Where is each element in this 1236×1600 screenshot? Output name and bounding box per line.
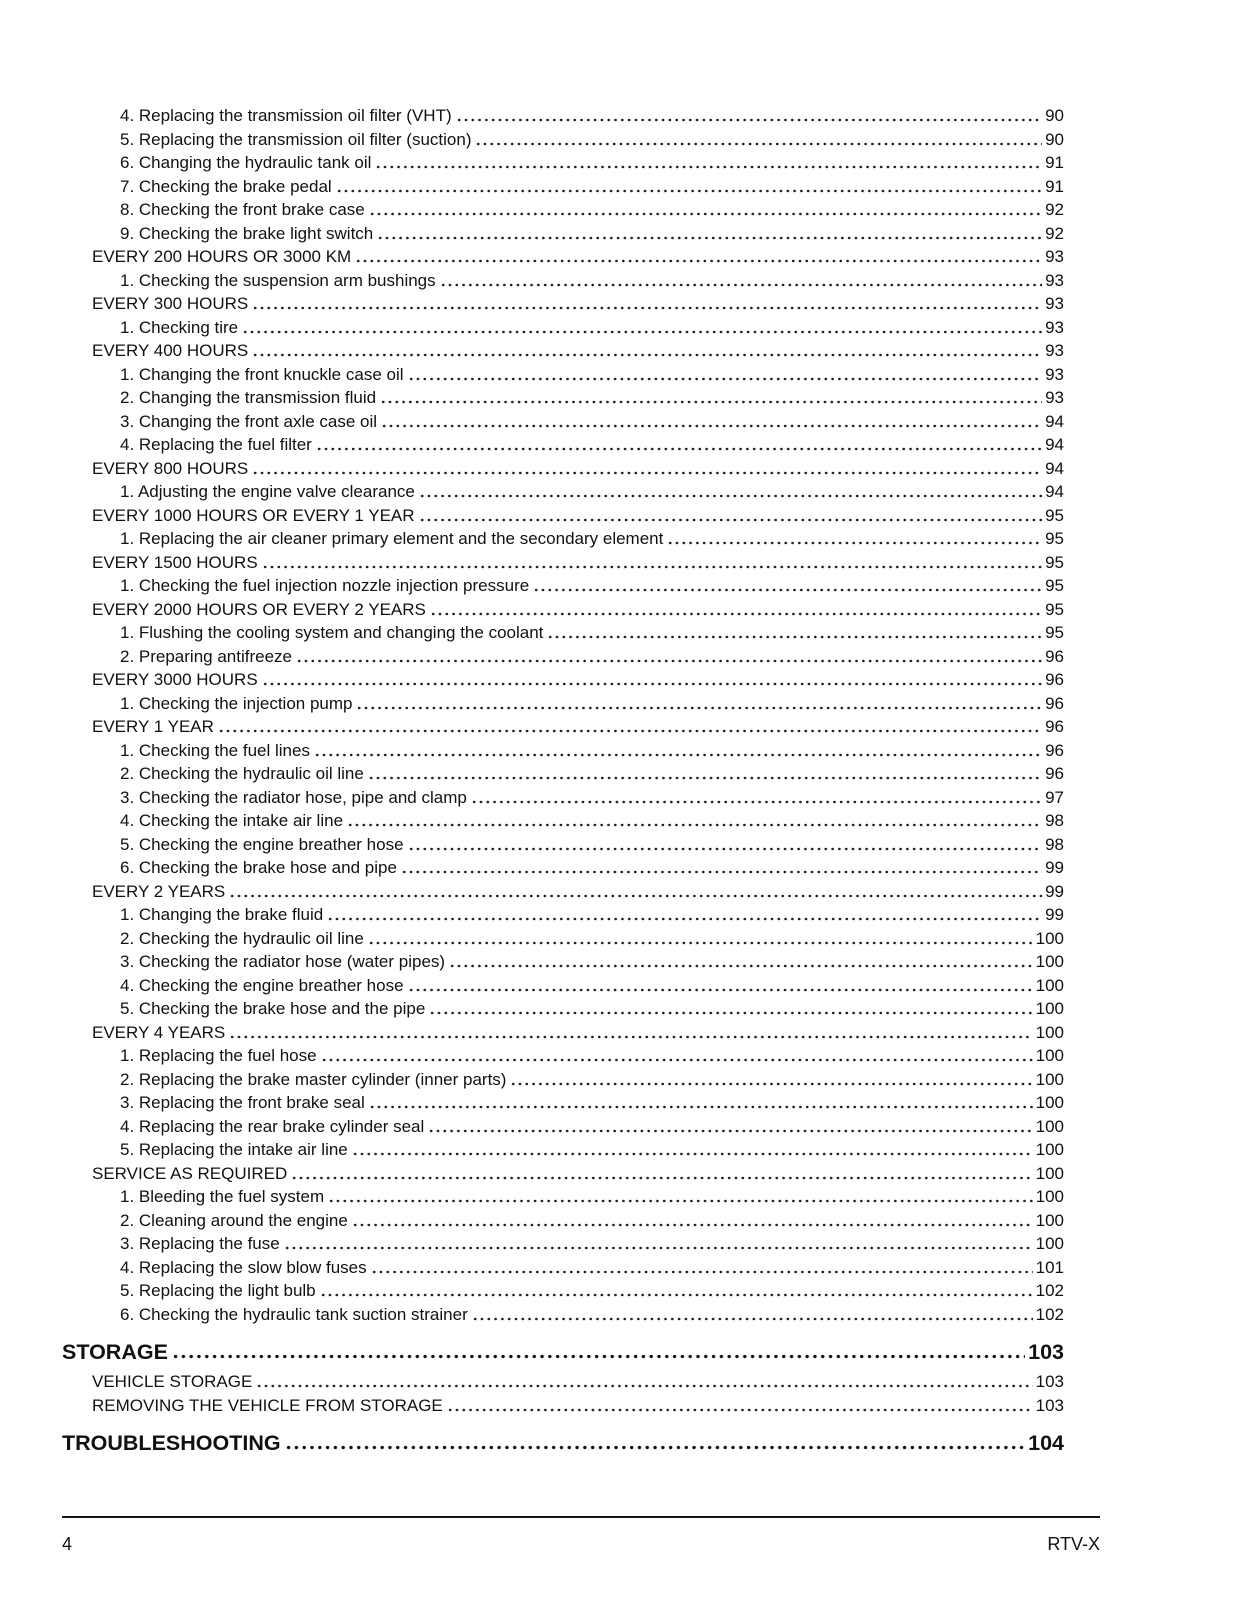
dot-leader	[353, 1138, 1033, 1162]
toc-entry	[62, 927, 1064, 951]
dot-leader	[548, 621, 1042, 645]
footer-page-number: 4	[62, 1534, 73, 1554]
toc-entry	[62, 856, 1064, 880]
dot-leader	[219, 715, 1042, 739]
toc-entry-label: 7. Checking the brake pedal	[120, 176, 332, 196]
toc-entry-page: 93	[1045, 270, 1064, 290]
toc-entry	[62, 739, 1064, 763]
toc-entry-label: 1. Changing the brake fluid	[120, 905, 324, 924]
dot-leader	[431, 598, 1042, 622]
dot-leader	[230, 880, 1042, 904]
toc-entry-page: 92	[1045, 200, 1064, 219]
toc-entry-label: 1. Replacing the air cleaner primary element and the secondary element	[120, 529, 664, 548]
toc-entry-page: 103	[1028, 1340, 1064, 1364]
toc-entry	[62, 809, 1064, 833]
toc-entry-page: 95	[1045, 529, 1064, 548]
dot-leader	[450, 950, 1033, 974]
toc-entry	[62, 339, 1064, 363]
toc-entry-label: EVERY 1 YEAR	[92, 717, 214, 736]
toc-entry	[62, 551, 1064, 575]
toc-entry-page: 100	[1035, 1187, 1064, 1206]
toc-entry-label: 3. Replacing the fuse	[120, 1234, 280, 1253]
dot-leader	[322, 1044, 1033, 1068]
toc-entry-label: EVERY 1500 HOURS	[92, 552, 258, 572]
toc-entry-label: 5. Checking the engine breather hose	[120, 834, 404, 854]
toc-entry-label: 4. Replacing the slow blow fuses	[120, 1257, 367, 1277]
toc-entry-label: 4. Replacing the fuel filter	[120, 435, 312, 454]
dot-leader	[253, 339, 1042, 363]
toc-entry-label: VEHICLE STORAGE	[92, 1372, 253, 1391]
dot-leader	[409, 833, 1043, 857]
toc-entry-page: 97	[1045, 787, 1064, 807]
toc-entry-label: 3. Changing the front axle case oil	[120, 411, 378, 431]
toc-entry-page: 103	[1035, 1372, 1064, 1391]
dot-leader	[285, 1232, 1033, 1256]
toc-entry-page: 99	[1045, 881, 1064, 901]
dot-leader	[257, 1370, 1032, 1394]
toc-entry-page: 93	[1045, 388, 1064, 407]
dot-leader	[382, 410, 1042, 434]
dot-leader	[378, 222, 1042, 246]
toc-entry	[62, 1068, 1064, 1092]
toc-entry	[62, 1115, 1064, 1139]
dot-leader	[457, 104, 1042, 128]
dot-leader	[369, 762, 1042, 786]
dot-leader	[429, 1115, 1032, 1139]
dot-leader	[511, 1068, 1032, 1092]
dot-leader	[370, 1091, 1033, 1115]
dot-leader	[376, 151, 1042, 175]
toc-entry-label: TROUBLESHOOTING	[62, 1431, 281, 1455]
toc-entry	[62, 292, 1064, 316]
toc-entry	[62, 645, 1064, 669]
dot-leader	[448, 1394, 1033, 1418]
toc-entry	[62, 950, 1064, 974]
dot-leader	[292, 1162, 1032, 1186]
toc-entry	[62, 457, 1064, 481]
toc-entry-page: 100	[1035, 1163, 1064, 1183]
toc-list	[62, 104, 1100, 1458]
toc-entry	[62, 903, 1064, 927]
dot-leader	[476, 128, 1042, 152]
toc-entry-page: 93	[1045, 364, 1064, 384]
toc-entry-label: 3. Replacing the front brake seal	[120, 1093, 365, 1112]
toc-entry-page: 93	[1045, 341, 1064, 360]
toc-entry-label: 1. Adjusting the engine valve clearance	[120, 482, 415, 501]
toc-entry-page: 100	[1035, 975, 1064, 995]
page-footer	[62, 1516, 1100, 1555]
dot-leader	[315, 739, 1042, 763]
toc-entry-label: 2. Checking the hydraulic oil line	[120, 764, 364, 783]
dot-leader	[381, 386, 1042, 410]
dot-leader	[321, 1279, 1033, 1303]
dot-leader	[253, 292, 1042, 316]
dot-leader	[173, 1337, 1025, 1367]
toc-entry-page: 91	[1045, 176, 1064, 196]
toc-entry-label: 4. Checking the engine breather hose	[120, 975, 404, 995]
toc-entry-page: 93	[1045, 247, 1064, 266]
toc-entry	[62, 880, 1064, 904]
toc-entry-label: REMOVING THE VEHICLE FROM STORAGE	[92, 1395, 443, 1415]
toc-entry-label: 5. Replacing the light bulb	[120, 1281, 316, 1300]
toc-entry-page: 90	[1045, 129, 1064, 149]
toc-entry-page: 94	[1045, 411, 1064, 431]
toc-entry	[62, 715, 1064, 739]
toc-entry	[62, 974, 1064, 998]
toc-entry-page: 92	[1045, 223, 1064, 243]
toc-entry	[62, 1303, 1064, 1327]
toc-entry	[62, 1370, 1064, 1394]
toc-entry-page: 100	[1035, 1116, 1064, 1136]
toc-entry	[62, 198, 1064, 222]
toc-entry-page: 102	[1035, 1304, 1064, 1324]
toc-entry-page: 96	[1045, 740, 1064, 760]
toc-entry-page: 95	[1045, 623, 1064, 642]
toc-entry	[62, 410, 1064, 434]
dot-leader	[263, 668, 1042, 692]
dot-leader	[243, 316, 1042, 340]
toc-entry-label: 1. Checking tire	[120, 317, 239, 337]
toc-entry	[62, 1162, 1064, 1186]
toc-entry	[62, 574, 1064, 598]
dot-leader	[668, 527, 1042, 551]
toc-entry	[62, 1232, 1064, 1256]
toc-entry	[62, 762, 1064, 786]
toc-entry	[62, 692, 1064, 716]
toc-entry-label: 1. Checking the fuel lines	[120, 740, 310, 760]
dot-leader	[409, 974, 1033, 998]
toc-entry-label: STORAGE	[62, 1340, 168, 1364]
dot-leader	[297, 645, 1042, 669]
toc-entry-page: 96	[1045, 670, 1064, 689]
toc-entry-page: 100	[1035, 928, 1064, 948]
toc-entry-label: 1. Checking the injection pump	[120, 693, 353, 713]
toc-entry	[62, 1337, 1064, 1367]
toc-entry-label: 2. Changing the transmission fluid	[120, 388, 377, 407]
toc-entry	[62, 433, 1064, 457]
toc-entry-page: 104	[1028, 1431, 1064, 1455]
dot-leader	[253, 457, 1042, 481]
toc-entry-label: 5. Replacing the intake air line	[120, 1140, 348, 1159]
toc-entry-page: 96	[1045, 646, 1064, 666]
toc-entry-label: EVERY 2000 HOURS OR EVERY 2 YEARS	[92, 599, 426, 619]
toc-entry	[62, 151, 1064, 175]
dot-leader	[420, 480, 1042, 504]
footer-model-label: RTV-X	[1047, 1534, 1100, 1554]
toc-entry-page: 95	[1045, 505, 1064, 525]
toc-entry	[62, 527, 1064, 551]
dot-leader	[230, 1021, 1032, 1045]
toc-entry-label: 4. Replacing the transmission oil filter (VHT)	[120, 106, 452, 125]
toc-entry-label: 2. Preparing antifreeze	[120, 646, 292, 666]
dot-leader	[353, 1209, 1033, 1233]
toc-entry	[62, 668, 1064, 692]
dot-leader	[534, 574, 1042, 598]
toc-entry-page: 100	[1035, 1069, 1064, 1089]
toc-entry-page: 94	[1045, 458, 1064, 478]
toc-entry-page: 96	[1045, 717, 1064, 736]
toc-entry-label: 2. Cleaning around the engine	[120, 1210, 348, 1230]
toc-entry-label: 1. Flushing the cooling system and changing the coolant	[120, 623, 544, 642]
toc-entry-page: 100	[1035, 952, 1064, 971]
toc-entry-page: 100	[1035, 1046, 1064, 1065]
toc-entry-label: 2. Replacing the brake master cylinder (inner parts)	[120, 1069, 507, 1089]
dot-leader	[472, 786, 1042, 810]
dot-leader	[286, 1428, 1026, 1458]
dot-leader	[263, 551, 1042, 575]
dot-leader	[473, 1303, 1033, 1327]
toc-entry	[62, 480, 1064, 504]
toc-entry-label: EVERY 800 HOURS	[92, 458, 249, 478]
toc-entry-page: 96	[1045, 693, 1064, 713]
dot-leader	[430, 997, 1032, 1021]
dot-leader	[420, 504, 1043, 528]
toc-entry	[62, 363, 1064, 387]
toc-entry-label: 1. Replacing the fuel hose	[120, 1046, 317, 1065]
dot-leader	[337, 175, 1042, 199]
dot-leader	[348, 809, 1042, 833]
dot-leader	[372, 1256, 1033, 1280]
dot-leader	[370, 198, 1042, 222]
toc-entry-page: 94	[1045, 482, 1064, 501]
toc-entry	[62, 1209, 1064, 1233]
dot-leader	[402, 856, 1042, 880]
toc-entry-label: EVERY 300 HOURS	[92, 294, 249, 313]
toc-entry-page: 93	[1045, 317, 1064, 337]
toc-entry-label: EVERY 400 HOURS	[92, 341, 249, 360]
toc-entry-page: 100	[1035, 1140, 1064, 1159]
toc-entry	[62, 997, 1064, 1021]
toc-entry-page: 95	[1045, 599, 1064, 619]
toc-entry-label: 1. Checking the fuel injection nozzle injection pressure	[120, 576, 530, 595]
toc-entry-label: 3. Checking the radiator hose, pipe and clamp	[120, 787, 467, 807]
toc-entry	[62, 1394, 1064, 1418]
toc-entry-page: 95	[1045, 576, 1064, 595]
toc-entry-label: EVERY 3000 HOURS	[92, 670, 258, 689]
toc-entry	[62, 598, 1064, 622]
toc-entry	[62, 1021, 1064, 1045]
toc-entry-page: 102	[1035, 1281, 1064, 1300]
toc-entry-page: 100	[1035, 1093, 1064, 1112]
dot-leader	[409, 363, 1043, 387]
toc-entry-page: 99	[1045, 858, 1064, 877]
toc-entry	[62, 175, 1064, 199]
toc-entry	[62, 245, 1064, 269]
dot-leader	[357, 692, 1042, 716]
toc-entry-label: SERVICE AS REQUIRED	[92, 1163, 288, 1183]
toc-entry-label: 5. Checking the brake hose and the pipe	[120, 999, 426, 1018]
toc-entry-label: 1. Checking the suspension arm bushings	[120, 270, 436, 290]
toc-entry-label: 8. Checking the front brake case	[120, 200, 365, 219]
toc-entry-page: 96	[1045, 764, 1064, 783]
toc-entry-label: 6. Changing the hydraulic tank oil	[120, 153, 372, 172]
toc-entry-label: 6. Checking the hydraulic tank suction strainer	[120, 1304, 468, 1324]
toc-entry	[62, 621, 1064, 645]
toc-entry-page: 99	[1045, 905, 1064, 924]
toc-entry-page: 95	[1045, 552, 1064, 572]
dot-leader	[441, 269, 1042, 293]
toc-entry	[62, 386, 1064, 410]
toc-entry-page: 98	[1045, 811, 1064, 830]
toc-entry	[62, 269, 1064, 293]
toc-entry	[62, 1256, 1064, 1280]
toc-entry-page: 100	[1035, 1234, 1064, 1253]
toc-entry	[62, 104, 1064, 128]
dot-leader	[317, 433, 1042, 457]
toc-entry-label: 6. Checking the brake hose and pipe	[120, 858, 397, 877]
dot-leader	[329, 1185, 1033, 1209]
toc-entry-label: 9. Checking the brake light switch	[120, 223, 374, 243]
toc-entry	[62, 316, 1064, 340]
toc-entry	[62, 1044, 1064, 1068]
toc-entry-page: 91	[1045, 153, 1064, 172]
toc-entry-label: 5. Replacing the transmission oil filter (suction)	[120, 129, 472, 149]
toc-entry	[62, 504, 1064, 528]
toc-entry	[62, 222, 1064, 246]
toc-entry-label: EVERY 200 HOURS OR 3000 KM	[92, 247, 352, 266]
toc-entry	[62, 1185, 1064, 1209]
dot-leader	[328, 903, 1042, 927]
toc-entry	[62, 1138, 1064, 1162]
toc-entry-label: EVERY 2 YEARS	[92, 881, 226, 901]
toc-entry-label: 1. Changing the front knuckle case oil	[120, 364, 404, 384]
toc-entry-page: 90	[1045, 106, 1064, 125]
toc-entry-page: 94	[1045, 435, 1064, 454]
toc-entry-label: EVERY 4 YEARS	[92, 1022, 226, 1042]
toc-entry	[62, 1279, 1064, 1303]
toc-entry-label: EVERY 1000 HOURS OR EVERY 1 YEAR	[92, 505, 415, 525]
toc-entry-page: 100	[1035, 1022, 1064, 1042]
dot-leader	[369, 927, 1033, 951]
toc-entry-page: 103	[1035, 1395, 1064, 1415]
dot-leader	[356, 245, 1042, 269]
toc-entry-label: 1. Bleeding the fuel system	[120, 1187, 325, 1206]
toc-entry-label: 2. Checking the hydraulic oil line	[120, 928, 364, 948]
toc-entry-label: 3. Checking the radiator hose (water pipes)	[120, 952, 446, 971]
toc-entry	[62, 1091, 1064, 1115]
toc-entry-page: 101	[1035, 1257, 1064, 1277]
toc-entry-page: 100	[1035, 1210, 1064, 1230]
toc-entry-page: 100	[1035, 999, 1064, 1018]
toc-entry-page: 93	[1045, 294, 1064, 313]
toc-entry-page: 98	[1045, 834, 1064, 854]
toc-entry-label: 4. Checking the intake air line	[120, 811, 344, 830]
toc-entry	[62, 833, 1064, 857]
toc-entry-label: 4. Replacing the rear brake cylinder seal	[120, 1116, 425, 1136]
toc-entry	[62, 1428, 1064, 1458]
toc-entry	[62, 786, 1064, 810]
toc-entry	[62, 128, 1064, 152]
